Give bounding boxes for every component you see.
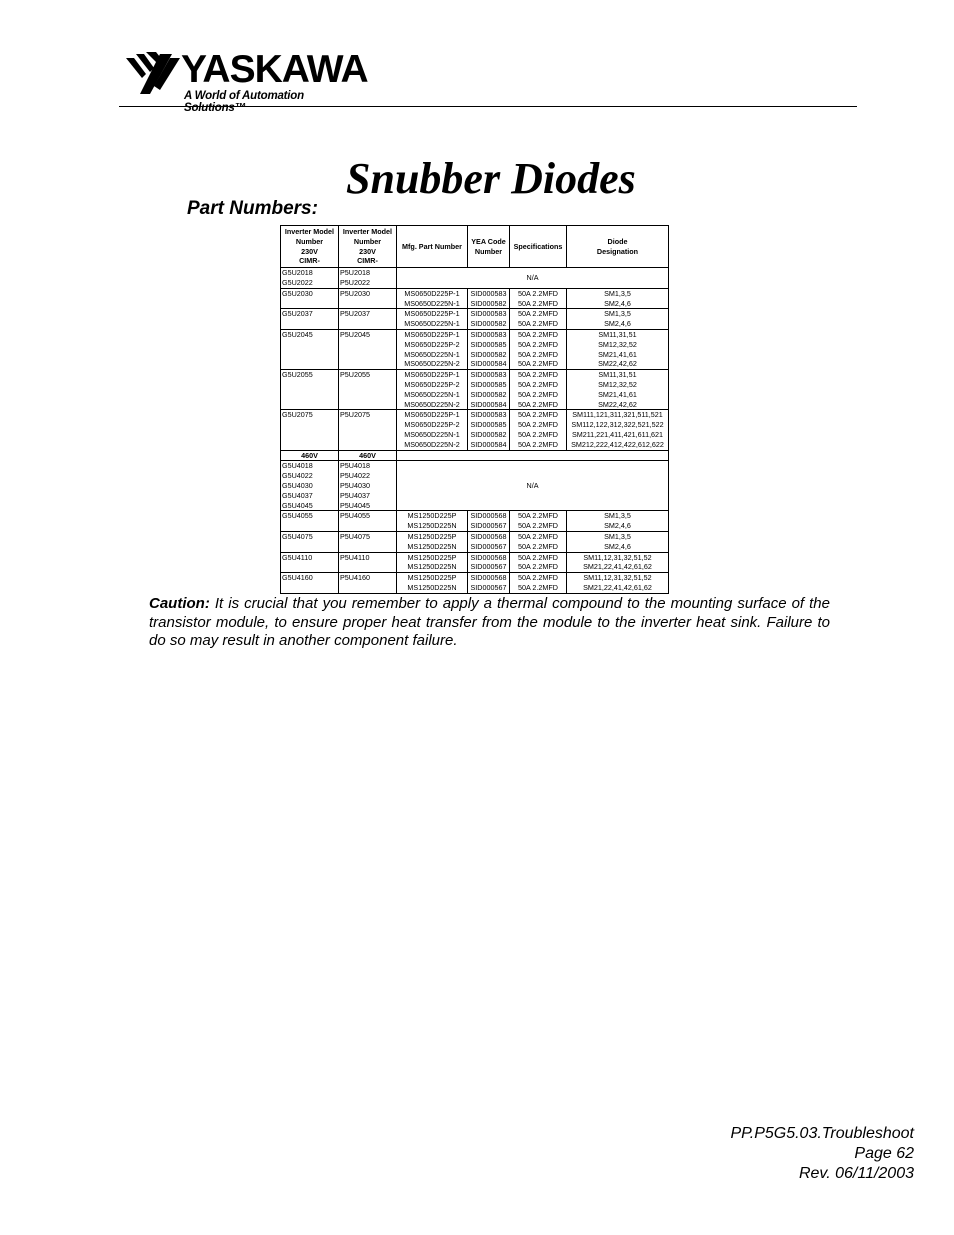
cell-spec — [510, 370, 567, 410]
cell-line: P5U4030 — [340, 480, 370, 490]
cell-line: P5U4018 — [340, 461, 370, 471]
caution-label: Caution: — [149, 595, 210, 612]
cell-line: SM1,3,5 — [604, 531, 631, 541]
cell-line: G5U2018 — [282, 268, 313, 278]
page-title: Snubber Diodes — [346, 154, 636, 203]
cell-line: MS0650D225P-1 — [404, 329, 460, 339]
cell-line: 50A 2.2MFD — [518, 389, 558, 399]
cell-line: SM2,4,6 — [604, 319, 631, 329]
cell-line: G5U2030 — [282, 288, 313, 298]
cell-spec — [510, 410, 567, 450]
cell-model-p — [339, 552, 397, 573]
cell-line: MS0650D225N-1 — [404, 349, 460, 359]
cell-line: 50A 2.2MFD — [518, 319, 558, 329]
cell-line: 50A 2.2MFD — [518, 399, 558, 409]
cell-spec — [510, 288, 567, 309]
cell-line: SM21,22,41,42,61,62 — [583, 582, 652, 592]
cell-line: SID000568 — [470, 531, 507, 541]
cell-line: 460V — [301, 450, 318, 460]
cell-mfg-part — [397, 370, 468, 410]
cell-diode — [567, 410, 669, 450]
brand-name: YASKAWA — [181, 48, 368, 91]
cell-line: SM11,12,31,32,51,52 — [583, 552, 652, 562]
cell-line: MS0650D225P-2 — [404, 420, 460, 430]
cell-line: G5U4037 — [282, 490, 313, 500]
cell-diode — [567, 552, 669, 573]
table-row — [281, 573, 669, 594]
cell-line: MS1250D225P — [407, 573, 457, 583]
cell-mfg-part — [397, 552, 468, 573]
cell-yea-code — [468, 410, 510, 450]
cell-line: G5U4045 — [282, 500, 313, 510]
cell-line: SID000583 — [470, 370, 507, 380]
cell-line: SM12,32,52 — [598, 379, 637, 389]
footer-revision: Rev. 06/11/2003 — [798, 1165, 914, 1182]
cell-mfg-part — [397, 573, 468, 594]
cell-spec — [510, 511, 567, 532]
cell-line: G5U4030 — [282, 480, 313, 490]
cell-model-g — [281, 511, 339, 532]
cell-line: Inverter Model — [284, 227, 335, 236]
cell-line: MS0650D225N-1 — [404, 319, 460, 329]
cell-line: P5U4075 — [340, 531, 370, 541]
cell-line: 50A 2.2MFD — [518, 298, 558, 308]
cell-mfg-part — [397, 288, 468, 309]
cell-line: G5U2022 — [282, 277, 313, 287]
cell-line: SM111,121,311,321,511,521 — [572, 410, 663, 420]
cell-line: SM11,12,31,32,51,52 — [583, 573, 652, 583]
cell-model-g — [281, 329, 339, 369]
cell-line: 50A 2.2MFD — [518, 349, 558, 359]
cell-line: Diode — [607, 236, 628, 246]
header-inverter-model-p — [339, 226, 397, 268]
cell-line: MS1250D225N — [407, 562, 457, 572]
cell-line: 50A 2.2MFD — [518, 521, 558, 531]
cell-line: SM21,41,61 — [598, 389, 637, 399]
cell-line: SM11,31,51 — [598, 370, 637, 380]
header-yea-code — [468, 226, 510, 268]
header-inverter-model-g — [281, 226, 339, 268]
table-row — [281, 309, 669, 330]
cell-line: 50A 2.2MFD — [518, 309, 558, 319]
header-divider — [119, 106, 857, 107]
cell-line: SM212,222,412,422,612,622 — [571, 439, 664, 449]
cell-model-g — [281, 410, 339, 450]
table-row — [281, 461, 669, 511]
cell-model-g — [281, 268, 339, 289]
cell-line: SM1,3,5 — [604, 309, 631, 319]
cell-line: SM22,42,62 — [598, 359, 637, 369]
cell-line: SM1,3,5 — [604, 511, 631, 521]
cell-mfg-part — [397, 531, 468, 552]
cell-line: SM22,42,62 — [598, 399, 637, 409]
table-row — [281, 329, 669, 369]
cell-model-p — [339, 288, 397, 309]
cell-yea-code — [468, 531, 510, 552]
table-row — [281, 370, 669, 410]
header-diode-designation — [567, 226, 669, 268]
cell-line: MS1250D225P — [407, 552, 457, 562]
cell-model-g — [281, 370, 339, 410]
cell-line: MS0650D225N-2 — [404, 439, 460, 449]
cell-spec — [510, 309, 567, 330]
cell-line: SM11,31,51 — [598, 329, 637, 339]
cell-line: SM112,122,312,322,521,522 — [571, 420, 664, 430]
cell-line: P5U2055 — [340, 370, 370, 380]
cell-line: YEA Code — [471, 236, 506, 246]
cell-model-g — [281, 309, 339, 330]
cell-line: SID000582 — [470, 349, 507, 359]
table-row — [281, 410, 669, 450]
cell-yea-code — [468, 309, 510, 330]
cell-line: Inverter Model — [342, 227, 393, 236]
cell-line: G5U4055 — [282, 511, 313, 521]
cell-line: MS0650D225N-2 — [404, 359, 460, 369]
cell-line: SM21,41,61 — [598, 349, 637, 359]
cell-mfg-part — [397, 511, 468, 532]
table-row — [281, 511, 669, 532]
cell-model-p — [339, 573, 397, 594]
cell-model-p — [339, 511, 397, 532]
cell-line: SID000567 — [470, 541, 507, 551]
cell-model-g — [281, 531, 339, 552]
cell-line: 50A 2.2MFD — [518, 359, 558, 369]
cell-line: G5U2037 — [282, 309, 313, 319]
table-row — [281, 288, 669, 309]
cell-line: MS0650D225N-1 — [404, 429, 460, 439]
cell-line: Number — [353, 236, 382, 246]
section-label-g — [281, 450, 339, 461]
cell-line: SM211,221,411,421,611,621 — [571, 429, 664, 439]
header-mfg-part-number: Mfg. Part Number — [397, 226, 468, 268]
cell-diode — [567, 370, 669, 410]
cell-line: P5U2045 — [340, 329, 370, 339]
cell-spec — [510, 531, 567, 552]
caution-text: It is crucial that you remember to apply a thermal compound to the mounting surface of the transistor module, to ensure proper heat transfer from the module to the inverter heat sink. Failure to do so may result in another component failure. — [149, 595, 830, 649]
cell-model-g — [281, 573, 339, 594]
section-blank — [397, 450, 669, 461]
cell-line: MS0650D225N-1 — [404, 298, 460, 308]
cell-yea-code — [468, 573, 510, 594]
cell-yea-code — [468, 329, 510, 369]
cell-mfg-part — [397, 329, 468, 369]
cell-line: CIMR- — [299, 256, 320, 266]
cell-line: P5U2037 — [340, 309, 370, 319]
cell-not-applicable: N/A — [397, 461, 669, 511]
cell-line: SID000568 — [470, 511, 507, 521]
cell-line: 230V — [359, 246, 376, 256]
table-row — [281, 552, 669, 573]
cell-model-p — [339, 268, 397, 289]
cell-line: 50A 2.2MFD — [518, 573, 558, 583]
cell-line: P5U2022 — [340, 277, 370, 287]
cell-line: SID000583 — [470, 288, 507, 298]
cell-line: MS0650D225P-1 — [404, 370, 460, 380]
cell-line: SID000567 — [470, 521, 507, 531]
header-specifications: Specifications — [510, 226, 567, 268]
cell-line: P5U4110 — [340, 552, 370, 562]
cell-line: Number — [474, 246, 503, 256]
cell-line: Designation — [596, 246, 639, 256]
cell-line: G5U4160 — [282, 573, 313, 583]
table-row — [281, 268, 669, 289]
cell-line: P5U2018 — [340, 268, 370, 278]
cell-line: 50A 2.2MFD — [518, 582, 558, 592]
company-logo — [126, 48, 368, 114]
cell-line: 50A 2.2MFD — [518, 339, 558, 349]
cell-model-p — [339, 309, 397, 330]
cell-line: MS0650D225N-1 — [404, 389, 460, 399]
cell-line: P5U4160 — [340, 573, 370, 583]
cell-diode — [567, 309, 669, 330]
cell-model-p — [339, 370, 397, 410]
cell-line: 50A 2.2MFD — [518, 541, 558, 551]
cell-line: G5U2045 — [282, 329, 313, 339]
cell-line: MS1250D225P — [407, 531, 457, 541]
cell-line: 50A 2.2MFD — [518, 531, 558, 541]
cell-line: CIMR- — [357, 256, 378, 266]
cell-line: 50A 2.2MFD — [518, 410, 558, 420]
cell-diode — [567, 511, 669, 532]
cell-line: P5U4045 — [340, 500, 370, 510]
cell-spec — [510, 552, 567, 573]
page-footer — [730, 1124, 914, 1184]
cell-line: 50A 2.2MFD — [518, 329, 558, 339]
cell-yea-code — [468, 288, 510, 309]
cell-line: SID000583 — [470, 309, 507, 319]
cell-diode — [567, 573, 669, 594]
cell-line: MS1250D225P — [407, 511, 457, 521]
cell-line: SID000584 — [470, 439, 507, 449]
cell-line: G5U4018 — [282, 461, 313, 471]
cell-line: 50A 2.2MFD — [518, 420, 558, 430]
section-row-460v — [281, 450, 669, 461]
cell-line: SID000568 — [470, 552, 507, 562]
cell-line: G5U2075 — [282, 410, 313, 420]
cell-line: SM2,4,6 — [604, 541, 631, 551]
cell-model-p — [339, 461, 397, 511]
cell-model-p — [339, 329, 397, 369]
cell-line: G5U2055 — [282, 370, 313, 380]
cell-line: P5U2075 — [340, 410, 370, 420]
cell-line: 230V — [301, 246, 318, 256]
cell-line: SID000583 — [470, 329, 507, 339]
cell-model-p — [339, 531, 397, 552]
cell-line: SM12,32,52 — [598, 339, 637, 349]
cell-line: 50A 2.2MFD — [518, 379, 558, 389]
cell-spec — [510, 329, 567, 369]
cell-line: Number — [295, 236, 324, 246]
cell-line: SID000585 — [470, 420, 507, 430]
cell-line: G5U4022 — [282, 471, 313, 481]
cell-model-p — [339, 410, 397, 450]
cell-yea-code — [468, 370, 510, 410]
cell-line: 50A 2.2MFD — [518, 288, 558, 298]
cell-line: SM21,22,41,42,61,62 — [583, 562, 652, 572]
cell-line: P5U4022 — [340, 471, 370, 481]
cell-line: SID000584 — [470, 399, 507, 409]
cell-line: 50A 2.2MFD — [518, 562, 558, 572]
cell-line: SID000568 — [470, 573, 507, 583]
table-header-row — [281, 226, 669, 268]
cell-line: MS0650D225P-1 — [404, 288, 460, 298]
cell-line: 460V — [359, 450, 376, 460]
cell-line: SID000585 — [470, 339, 507, 349]
cell-line: MS1250D225N — [407, 582, 457, 592]
cell-line: G5U4075 — [282, 531, 313, 541]
cell-line: 50A 2.2MFD — [518, 511, 558, 521]
cell-line: SID000567 — [470, 582, 507, 592]
cell-not-applicable: N/A — [397, 268, 669, 289]
cell-line: 50A 2.2MFD — [518, 370, 558, 380]
cell-line: P5U2030 — [340, 288, 370, 298]
section-subtitle: Part Numbers: — [187, 198, 318, 219]
footer-doc-id: PP.P5G5.03.Troubleshoot — [730, 1125, 914, 1142]
table-body — [281, 268, 669, 594]
cell-line: SID000584 — [470, 359, 507, 369]
cell-line: MS0650D225P-1 — [404, 309, 460, 319]
cell-diode — [567, 329, 669, 369]
cell-line: MS0650D225P-1 — [404, 410, 460, 420]
cell-line: SID000582 — [470, 389, 507, 399]
brand-tagline: A World of Automation Solutions™ — [184, 90, 304, 114]
yaskawa-logo-icon — [126, 52, 180, 94]
cell-line: MS1250D225N — [407, 541, 457, 551]
cell-line: P5U4037 — [340, 490, 370, 500]
cell-diode — [567, 531, 669, 552]
cell-yea-code — [468, 552, 510, 573]
cell-line: SID000585 — [470, 379, 507, 389]
caution-note — [149, 595, 830, 651]
cell-model-g — [281, 552, 339, 573]
cell-line: SID000582 — [470, 298, 507, 308]
cell-line: SM2,4,6 — [604, 298, 631, 308]
cell-line: SID000582 — [470, 319, 507, 329]
cell-line: G5U4110 — [282, 552, 313, 562]
cell-line: SID000583 — [470, 410, 507, 420]
cell-spec — [510, 573, 567, 594]
cell-line: MS1250D225N — [407, 521, 457, 531]
cell-line: SID000567 — [470, 562, 507, 572]
footer-page-number: Page 62 — [854, 1145, 914, 1162]
cell-line: P5U4055 — [340, 511, 370, 521]
cell-mfg-part — [397, 309, 468, 330]
cell-model-g — [281, 461, 339, 511]
cell-mfg-part — [397, 410, 468, 450]
table-row — [281, 531, 669, 552]
cell-yea-code — [468, 511, 510, 532]
cell-line: SM2,4,6 — [604, 521, 631, 531]
cell-line: MS0650D225N-2 — [404, 399, 460, 409]
section-label-p — [339, 450, 397, 461]
cell-line: SID000582 — [470, 429, 507, 439]
cell-line: MS0650D225P-2 — [404, 379, 460, 389]
part-numbers-table — [280, 225, 669, 594]
cell-line: SM1,3,5 — [604, 288, 631, 298]
cell-line: MS0650D225P-2 — [404, 339, 460, 349]
cell-line: 50A 2.2MFD — [518, 552, 558, 562]
cell-line: 50A 2.2MFD — [518, 429, 558, 439]
cell-line: 50A 2.2MFD — [518, 439, 558, 449]
cell-diode — [567, 288, 669, 309]
cell-model-g — [281, 288, 339, 309]
